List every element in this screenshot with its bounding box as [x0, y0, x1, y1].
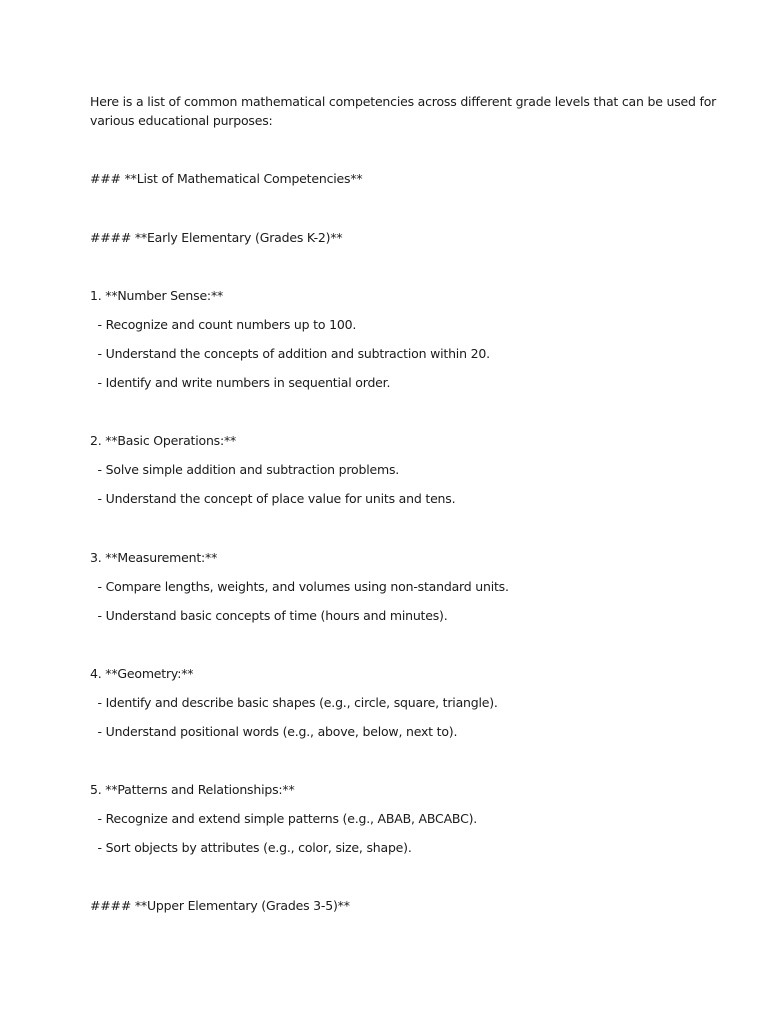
section-title-measurement: 3. **Measurement:**	[90, 550, 218, 565]
heading-upper-elementary: #### **Upper Elementary (Grades 3-5)**	[90, 898, 350, 913]
heading-list-of-competencies: ### **List of Mathematical Competencies**	[90, 171, 363, 186]
list-item: - Understand basic concepts of time (hours and minutes).	[90, 608, 448, 623]
list-item: - Identify and write numbers in sequential order.	[90, 375, 391, 390]
section-title-number-sense: 1. **Number Sense:**	[90, 288, 224, 303]
list-item: - Compare lengths, weights, and volumes using non-standard units.	[90, 579, 509, 594]
list-item: - Understand the concept of place value for units and tens.	[90, 491, 456, 506]
list-item: - Identify and describe basic shapes (e.g., circle, square, triangle).	[90, 695, 498, 710]
list-item: - Solve simple addition and subtraction problems.	[90, 462, 400, 477]
list-item: - Understand positional words (e.g., above, below, next to).	[90, 724, 458, 739]
intro-line-1: Here is a list of common mathematical competencies across different grade levels that can be used for	[90, 94, 717, 109]
list-item: - Recognize and count numbers up to 100.	[90, 317, 357, 332]
heading-early-elementary: #### **Early Elementary (Grades K-2)**	[90, 230, 343, 245]
list-item: - Recognize and extend simple patterns (e.g., ABAB, ABCABC).	[90, 811, 478, 826]
section-title-basic-operations: 2. **Basic Operations:**	[90, 433, 237, 448]
section-title-patterns-relationships: 5. **Patterns and Relationships:**	[90, 782, 295, 797]
list-item: - Understand the concepts of addition and subtraction within 20.	[90, 346, 490, 361]
list-item: - Sort objects by attributes (e.g., color, size, shape).	[90, 840, 412, 855]
section-title-geometry: 4. **Geometry:**	[90, 666, 194, 681]
intro-line-2: various educational purposes:	[90, 113, 273, 128]
